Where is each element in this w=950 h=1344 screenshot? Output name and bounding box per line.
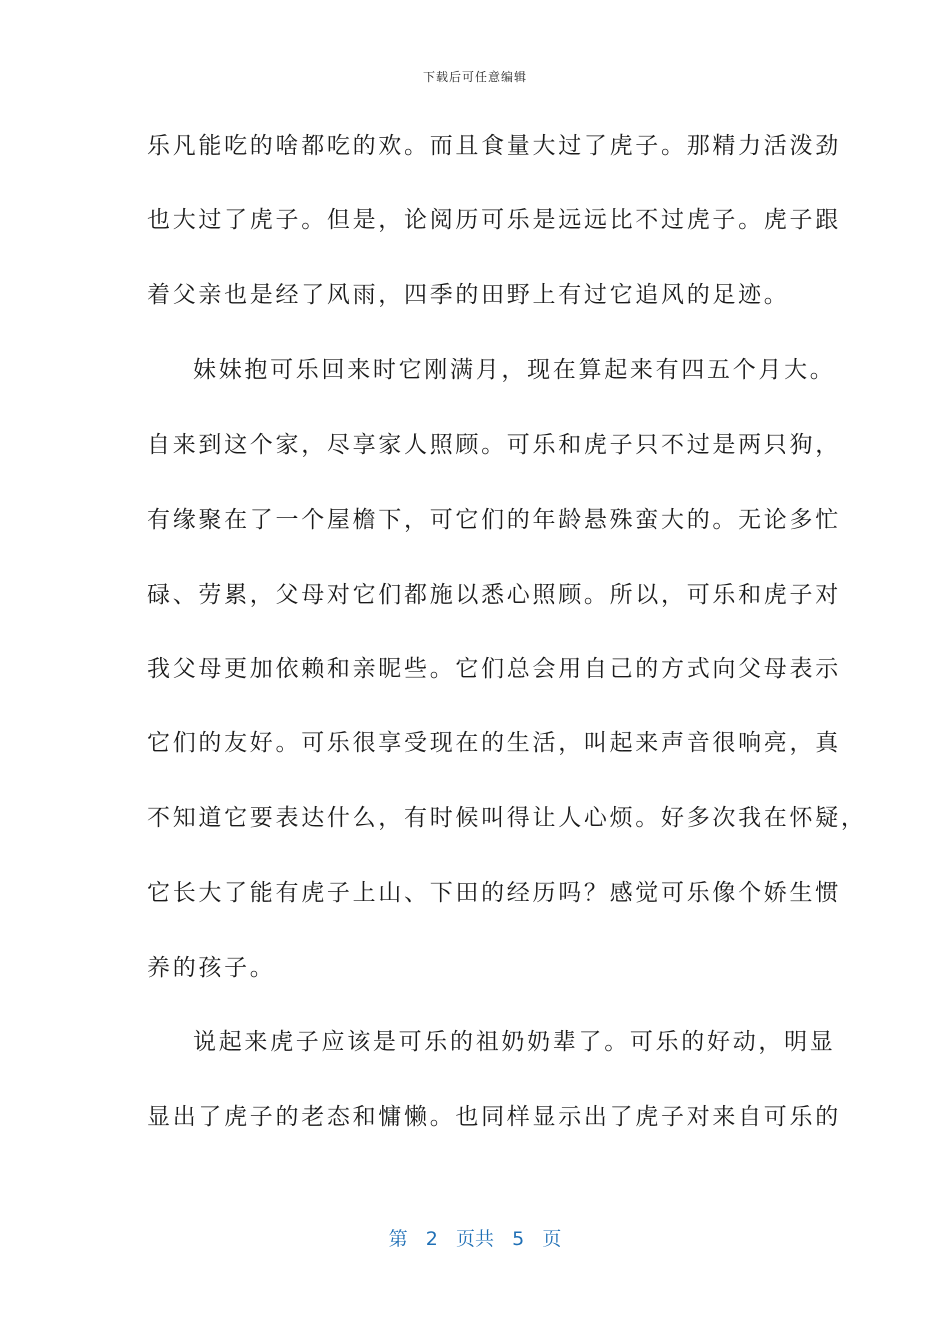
footer-suffix: 页 — [542, 1228, 562, 1250]
text-line: 着父亲也是经了风雨，四季的田野上有过它追风的足迹。 — [147, 282, 790, 308]
page-header: 下载后可任意编辑 — [422, 70, 527, 84]
text-line: 乐凡能吃的啥都吃的欢。而且食量大过了虎子。那精力活泼劲 — [147, 133, 841, 159]
text-line: 有缘聚在了一个屋檐下，可它们的年龄悬殊蛮大的。无论多忙 — [147, 507, 841, 533]
text-line: 也大过了虎子。但是，论阅历可乐是远远比不过虎子。虎子跟 — [147, 207, 841, 233]
text-line: 自来到这个家，尽享家人照顾。可乐和虎子只不过是两只狗， — [147, 432, 841, 458]
text-line: 显出了虎子的老态和慵懒。也同样显示出了虎子对来自可乐的 — [147, 1104, 841, 1130]
text-line: 我父母更加依赖和亲昵些。它们总会用自己的方式向父母表示 — [147, 656, 841, 682]
footer-total-pages: 5 — [512, 1228, 525, 1250]
text-line: 碌、劳累，父母对它们都施以悉心照顾。所以，可乐和虎子对 — [147, 582, 841, 608]
text-line: 它们的友好。可乐很享受现在的生活，叫起来声音很响亮，真 — [147, 730, 841, 756]
footer-middle: 页共 — [455, 1228, 494, 1250]
footer-prefix: 第 — [388, 1228, 408, 1250]
paragraph-first-line: 妹妹抱可乐回来时它刚满月，现在算起来有四五个月大。 — [193, 357, 836, 383]
page-footer — [0, 1226, 950, 1252]
paragraph-first-line: 说起来虎子应该是可乐的祖奶奶辈了。可乐的好动，明显 — [193, 1029, 836, 1055]
text-line: 它长大了能有虎子上山、下田的经历吗？感觉可乐像个娇生惯 — [147, 880, 841, 906]
text-line: 养的孩子。 — [147, 955, 276, 981]
text-line: 不知道它要表达什么，有时候叫得让人心烦。好多次我在怀疑， — [147, 805, 867, 831]
footer-current-page: 2 — [425, 1228, 438, 1250]
